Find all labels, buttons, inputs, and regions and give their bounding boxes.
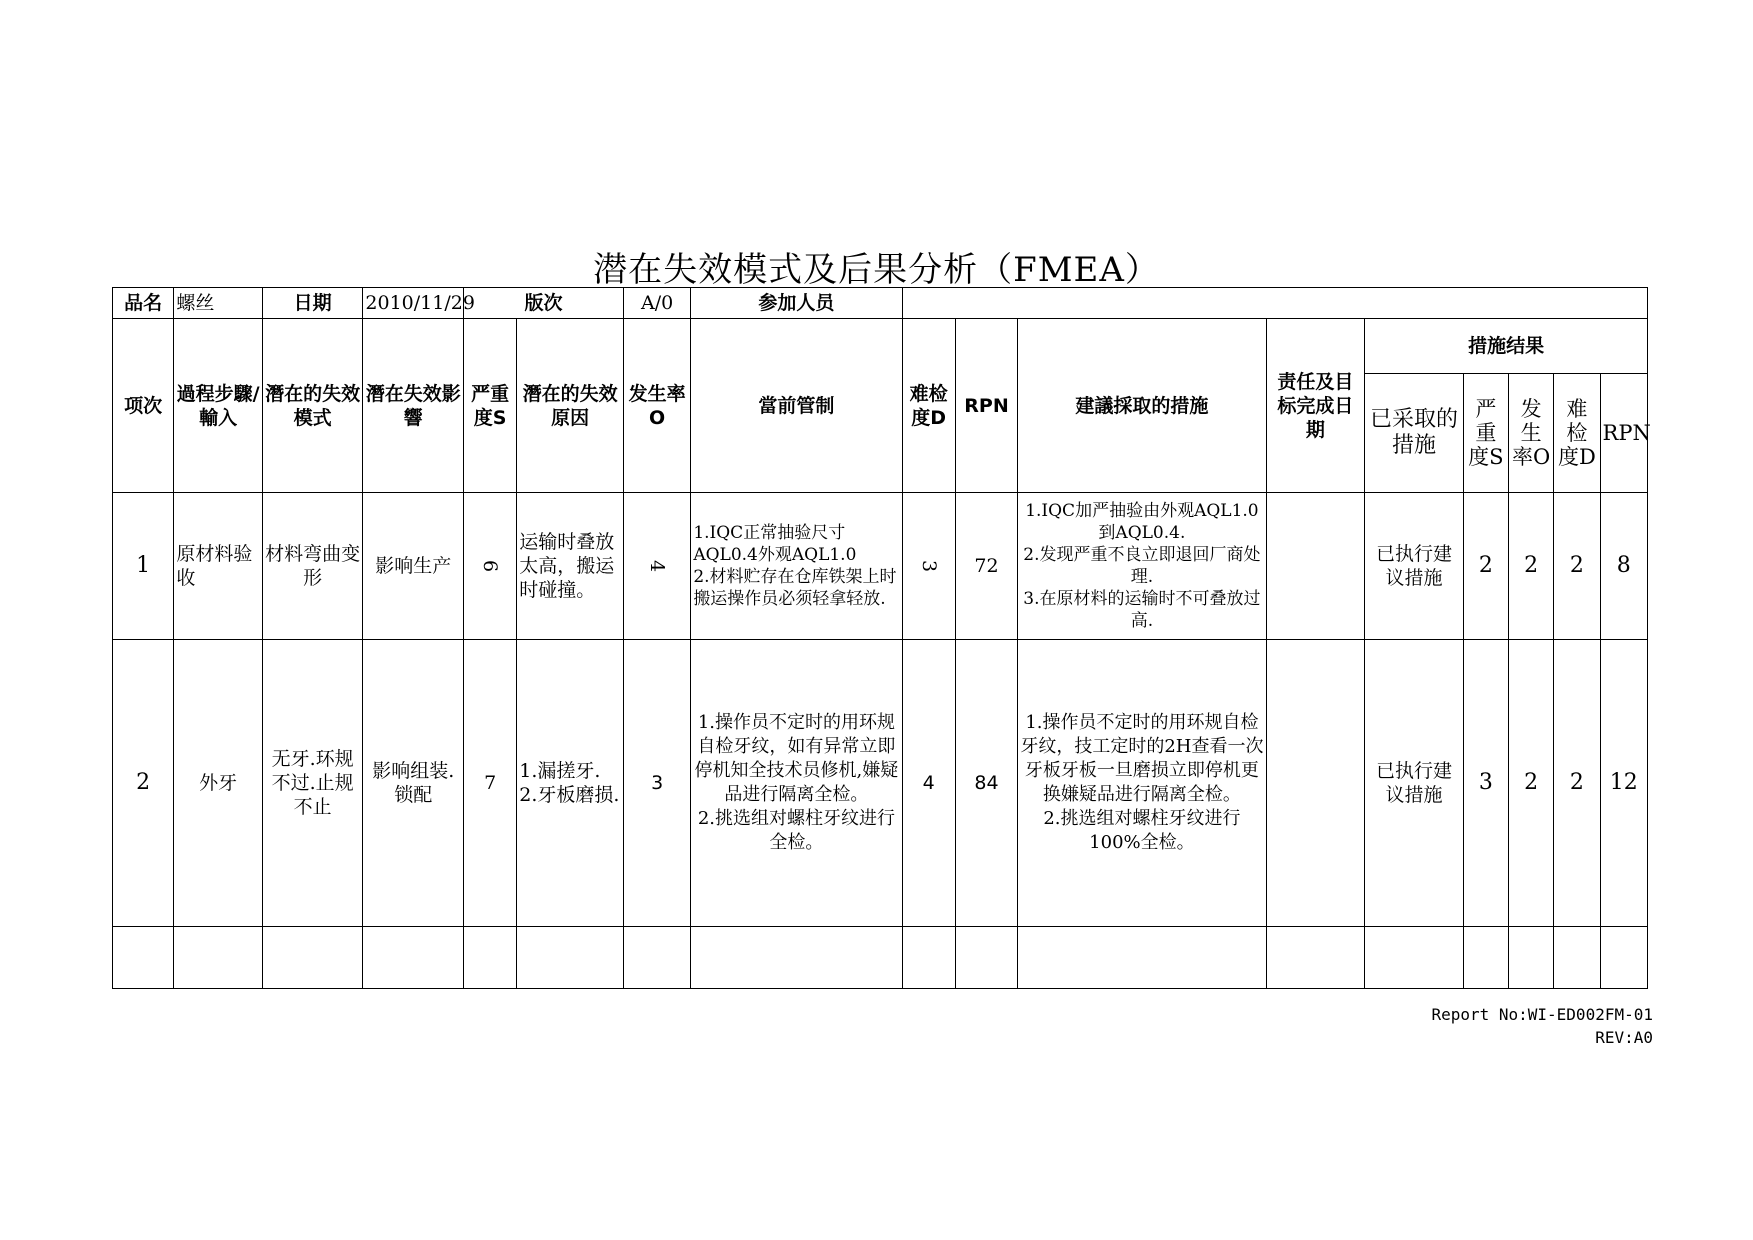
- empty-cell: [262, 927, 363, 989]
- participants-value: [902, 288, 1647, 319]
- empty-cell: [517, 927, 624, 989]
- version-label: 版次: [464, 288, 624, 319]
- row2-cause: 1.漏搓牙. 2.牙板磨损.: [517, 640, 624, 927]
- header-occurrence: 发生率O: [623, 319, 690, 493]
- empty-cell: [691, 927, 902, 989]
- header-r-occurrence: 发生率O: [1509, 374, 1554, 493]
- row1-cause: 运输时叠放太高，搬运时碰撞。: [517, 493, 624, 640]
- header-r-rpn: RPN: [1600, 374, 1647, 493]
- header-effect: 潛在失效影響: [363, 319, 464, 493]
- header-r-detection: 难检度D: [1554, 374, 1600, 493]
- header-detection: 难检度D: [902, 319, 955, 493]
- row2-rpn: 84: [955, 640, 1017, 927]
- empty-cell: [174, 927, 263, 989]
- empty-cell: [113, 927, 174, 989]
- table-row: [113, 493, 1648, 640]
- row2-responsibility: [1266, 640, 1365, 927]
- empty-cell: [955, 927, 1017, 989]
- row2-occurrence: 3: [623, 640, 690, 927]
- row1-severity: 6: [479, 559, 502, 573]
- header-controls: 當前管制: [691, 319, 902, 493]
- row2-recommended: 1.操作员不定时的用环规自检牙纹，技工定时的2H查看一次牙板牙板一旦磨损立即停机更换嫌疑品进行隔离全检。 2.挑选组对螺柱牙纹进行100%全检。: [1018, 640, 1266, 927]
- row1-r-rpn: 8: [1600, 493, 1647, 640]
- row2-actions-taken: 已执行建议措施: [1365, 640, 1464, 927]
- header-r-severity: 严重度S: [1463, 374, 1508, 493]
- empty-cell: [623, 927, 690, 989]
- empty-cell: [1509, 927, 1554, 989]
- product-value: 螺丝: [174, 288, 263, 319]
- version-value: A/0: [623, 288, 690, 319]
- empty-cell: [1600, 927, 1647, 989]
- meta-row: [113, 288, 1648, 319]
- row1-occurrence: 4: [646, 559, 669, 573]
- row2-r-rpn: 12: [1600, 640, 1647, 927]
- row1-r-occurrence: 2: [1509, 493, 1554, 640]
- empty-cell: [363, 927, 464, 989]
- header-results: 措施结果: [1365, 319, 1648, 374]
- row1-severity-cell: [464, 493, 517, 640]
- row2-r-severity: 3: [1463, 640, 1508, 927]
- row2-r-detection: 2: [1554, 640, 1600, 927]
- row1-rpn: 72: [955, 493, 1017, 640]
- row2-item: 2: [113, 640, 174, 927]
- empty-cell: [464, 927, 517, 989]
- header-cause: 潛在的失效原因: [517, 319, 624, 493]
- header-actions-taken: 已采取的措施: [1365, 374, 1464, 493]
- row2-process: 外牙: [174, 640, 263, 927]
- product-label: 品名: [113, 288, 174, 319]
- header-recommended: 建議採取的措施: [1018, 319, 1266, 493]
- empty-cell: [902, 927, 955, 989]
- page-title: 潜在失效模式及后果分析（FMEA）: [593, 250, 1160, 290]
- row1-failure-mode: 材料弯曲变形: [262, 493, 363, 640]
- header-failure-mode: 潛在的失效模式: [262, 319, 363, 493]
- row2-severity: 7: [464, 640, 517, 927]
- row1-occurrence-cell: [623, 493, 690, 640]
- row1-recommended: 1.IQC加严抽验由外观AQL1.0到AQL0.4. 2.发现严重不良立即退回厂商处理. 3.在原材料的运输时不可叠放过高.: [1018, 493, 1266, 640]
- row1-process: 原材料验收: [174, 493, 263, 640]
- empty-cell: [1018, 927, 1266, 989]
- header-row: [113, 319, 1648, 374]
- header-item: 项次: [113, 319, 174, 493]
- date-label: 日期: [262, 288, 363, 319]
- empty-cell: [1463, 927, 1508, 989]
- header-rpn: RPN: [955, 319, 1017, 493]
- row2-r-occurrence: 2: [1509, 640, 1554, 927]
- row1-actions-taken: 已执行建议措施: [1365, 493, 1464, 640]
- participants-label: 参加人员: [691, 288, 902, 319]
- header-severity: 严重度S: [464, 319, 517, 493]
- revision: REV:A0: [1595, 1028, 1653, 1047]
- row1-detection-cell: [902, 493, 955, 640]
- row1-detection: 3: [917, 559, 940, 573]
- header-responsibility: 责任及目标完成日期: [1266, 319, 1365, 493]
- report-number: Report No:WI-ED002FM-01: [1431, 1005, 1653, 1024]
- row1-effect: 影响生产: [363, 493, 464, 640]
- row1-controls: 1.IQC正常抽验尺寸AQL0.4外观AQL1.0 2.材料贮存在仓库铁架上时搬运操作员必须轻拿轻放.: [691, 493, 902, 640]
- table-row-empty: [113, 927, 1648, 989]
- empty-cell: [1266, 927, 1365, 989]
- header-process: 過程步驟/輸入: [174, 319, 263, 493]
- table-row: [113, 640, 1648, 927]
- row2-effect: 影响组装.锁配: [363, 640, 464, 927]
- date-value: 2010/11/29: [363, 288, 464, 319]
- fmea-table: [112, 287, 1651, 989]
- row2-detection: 4: [902, 640, 955, 927]
- empty-cell: [1365, 927, 1464, 989]
- row1-responsibility: [1266, 493, 1365, 640]
- row1-r-severity: 2: [1463, 493, 1508, 640]
- row1-r-detection: 2: [1554, 493, 1600, 640]
- row1-item: 1: [113, 493, 174, 640]
- row2-controls: 1.操作员不定时的用环规自检牙纹，如有异常立即停机知全技术员修机,嫌疑品进行隔离全检。 2.挑选组对螺柱牙纹进行全检。: [691, 640, 902, 927]
- row2-failure-mode: 无牙.环规不过.止规不止: [262, 640, 363, 927]
- empty-cell: [1554, 927, 1600, 989]
